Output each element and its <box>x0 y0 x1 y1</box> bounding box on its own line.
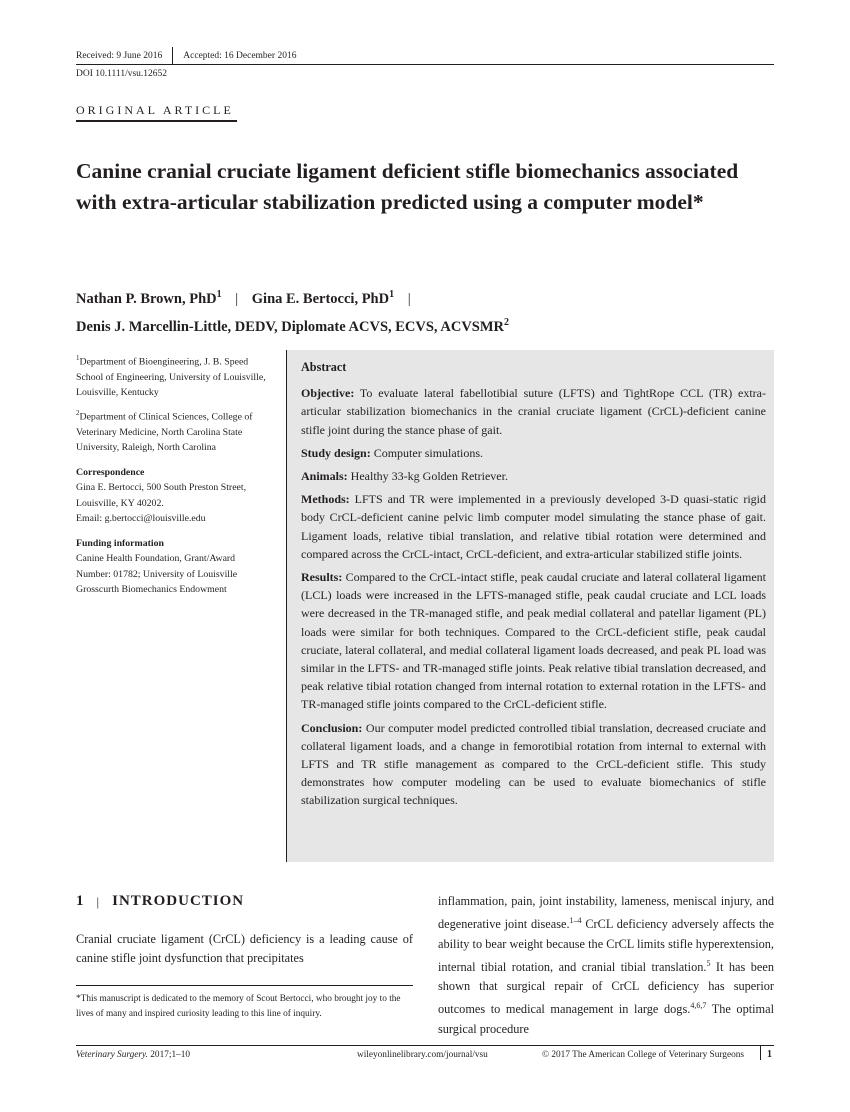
abstract-animals: Animals: Healthy 33-kg Golden Retriever. <box>301 469 508 484</box>
author-separator: | <box>235 290 239 307</box>
abstract-methods: Methods: LFTS and TR were implemented in a previously developed 3-D quasi-static rigid body CrCL-deficient canine pelvic limb computer model simulating the stance phase of gait. Ligament loads, relative tibial translation, and relative tibial rotation were determined and compared across the CrCL-intact, CrCL-deficient, and extra-articular stabilized stifle joints. <box>301 492 766 561</box>
author-name[interactable]: Gina E. Bertocci, PhD <box>251 290 390 307</box>
article-title: Canine cranial cruciate ligament deficient stifle biomechanics associated with extra-articular stabilization predicted using a computer model* <box>76 159 739 214</box>
footer-rule <box>76 1045 774 1046</box>
author-separator: | <box>407 290 411 307</box>
introduction-paragraph-1: Cranial cruciate ligament (CrCL) deficiency is a leading cause of canine stifle joint dysfunction that precipitates <box>76 932 413 965</box>
received-date: Received: 9 June 2016 <box>76 50 163 61</box>
doi[interactable]: DOI 10.1111/vsu.12652 <box>76 69 168 79</box>
introduction-paragraph-2: inflammation, pain, joint instability, lameness, meniscal injury, and degenerative joint disease.$^{1-4}$ CrCL deficiency adversely affects the ability to bear weight because the CrCL limits stifle hyperextension, internal tibial rotation, and cranial tibial translation.$^5$ It has been shown that surgical repair of CrCL deficiency has superior outcomes to medical management in large dogs.$^{4,6,7}$ The optimal surgical procedure <box>438 894 774 1036</box>
dedication-footnote: *This manuscript is dedicated to the memory of Scout Bertocci, who brought joy to the lives of many and inspired curiosity leading to this line of inquiry. <box>76 994 401 1019</box>
section-separator: | <box>96 893 101 909</box>
footer-journal: Veterinary Surgery. 2017;1–10 <box>76 1050 191 1060</box>
header-rule <box>76 64 774 65</box>
abstract-title: Abstract <box>301 360 347 374</box>
date-separator <box>172 47 173 64</box>
author-list <box>76 283 509 339</box>
abstract-study-design: Study design: Computer simulations. <box>301 445 484 460</box>
footer-url[interactable]: wileyonlinelibrary.com/journal/vsu <box>357 1050 488 1060</box>
affiliation-1: $^1$Department of Bioengineering, J. B. Speed School of Engineering, University of Louisville, Louisville, Kentucky <box>76 354 266 399</box>
abstract-objective: Objective: To evaluate lateral fabellotibial suture (LFTS) and TightRope CCL (TR) extra-articular stabilization biomechanics in the cranial cruciate ligament (CrCL)-deficient canine stifle joint during the stance phase of gait. <box>301 386 766 437</box>
footnote-rule <box>76 985 413 986</box>
section-number: 1 <box>76 893 85 909</box>
correspondence-address: Gina E. Bertocci, 500 South Preston Street, Louisville, KY 40202. <box>76 482 247 509</box>
author-affiliation-marker: 2 <box>504 316 510 328</box>
correspondence-heading: Correspondence <box>76 466 145 478</box>
funding-text: Canine Health Foundation, Grant/Award Number: 01782; University of Louisville Grosscurth Biomechanics Endowment <box>76 553 238 596</box>
author-affiliation-marker: 1 <box>216 289 222 300</box>
page-number: 1 <box>767 1049 772 1060</box>
footer-copyright: © 2017 The American College of Veterinary Surgeons <box>542 1050 744 1060</box>
footer-separator <box>760 1046 761 1060</box>
affiliations-sidebar <box>76 351 272 603</box>
citation-marker[interactable]: 5 <box>706 958 711 968</box>
author-name[interactable]: Denis J. Marcellin-Little, DEDV, Diplomate ACVS, ECVS, ACVSMR <box>76 318 505 335</box>
article-type-underline <box>76 120 237 122</box>
abstract-conclusion: Conclusion: Our computer model predicted controlled tibial translation, decreased cruciate and collateral ligament loads, and a change in femorotibial rotation from internal to external with LFTS and TR stifle management as compared to the CrCL-deficient stifle. This study demonstrates how computer modeling can be used to evaluate biomechanics of stifle stabilization surgical techniques. <box>301 720 766 808</box>
citation-marker[interactable]: 1–4 <box>569 916 582 926</box>
author-affiliation-marker: 1 <box>389 289 395 300</box>
section-title: INTRODUCTION <box>112 893 245 909</box>
abstract-results: Results: Compared to the CrCL-intact stifle, peak caudal cruciate and lateral collateral ligament (LCL) loads were increased in the LFTS-managed stifle, peak caudal cruciate and LCL loads were decreased in the TR-managed stifle, and peak medial collateral and patellar ligament (PL) loads were similar for both techniques. Compared to the CrCL-deficient stifle, peak caudal cruciate, lateral collateral, and medial collateral ligament loads decreased, and peak PL load was similar in the LFTS- and TR-managed stifle joints. Peak relative tibial translation decreased, and peak relative tibial rotation changed from internal rotation to external rotation in the LFTS- and TR-managed stifle joints compared to the CrCL-deficient stifle. <box>301 570 766 712</box>
author-name[interactable]: Nathan P. Brown, PhD <box>76 290 217 307</box>
article-type-label: ORIGINAL ARTICLE <box>76 103 234 117</box>
funding-heading: Funding information <box>76 537 164 549</box>
accepted-date: Accepted: 16 December 2016 <box>183 50 297 61</box>
correspondence-email[interactable]: Email: g.bertocci@louisville.edu <box>76 513 206 525</box>
abstract-box <box>286 350 774 862</box>
citation-marker[interactable]: 4,6,7 <box>690 1001 707 1011</box>
affiliation-2: $^2$Department of Clinical Sciences, College of Veterinary Medicine, North Carolina State University, Raleigh, North Carolina <box>76 408 253 454</box>
introduction-heading <box>76 893 244 910</box>
article-dates <box>76 47 296 64</box>
